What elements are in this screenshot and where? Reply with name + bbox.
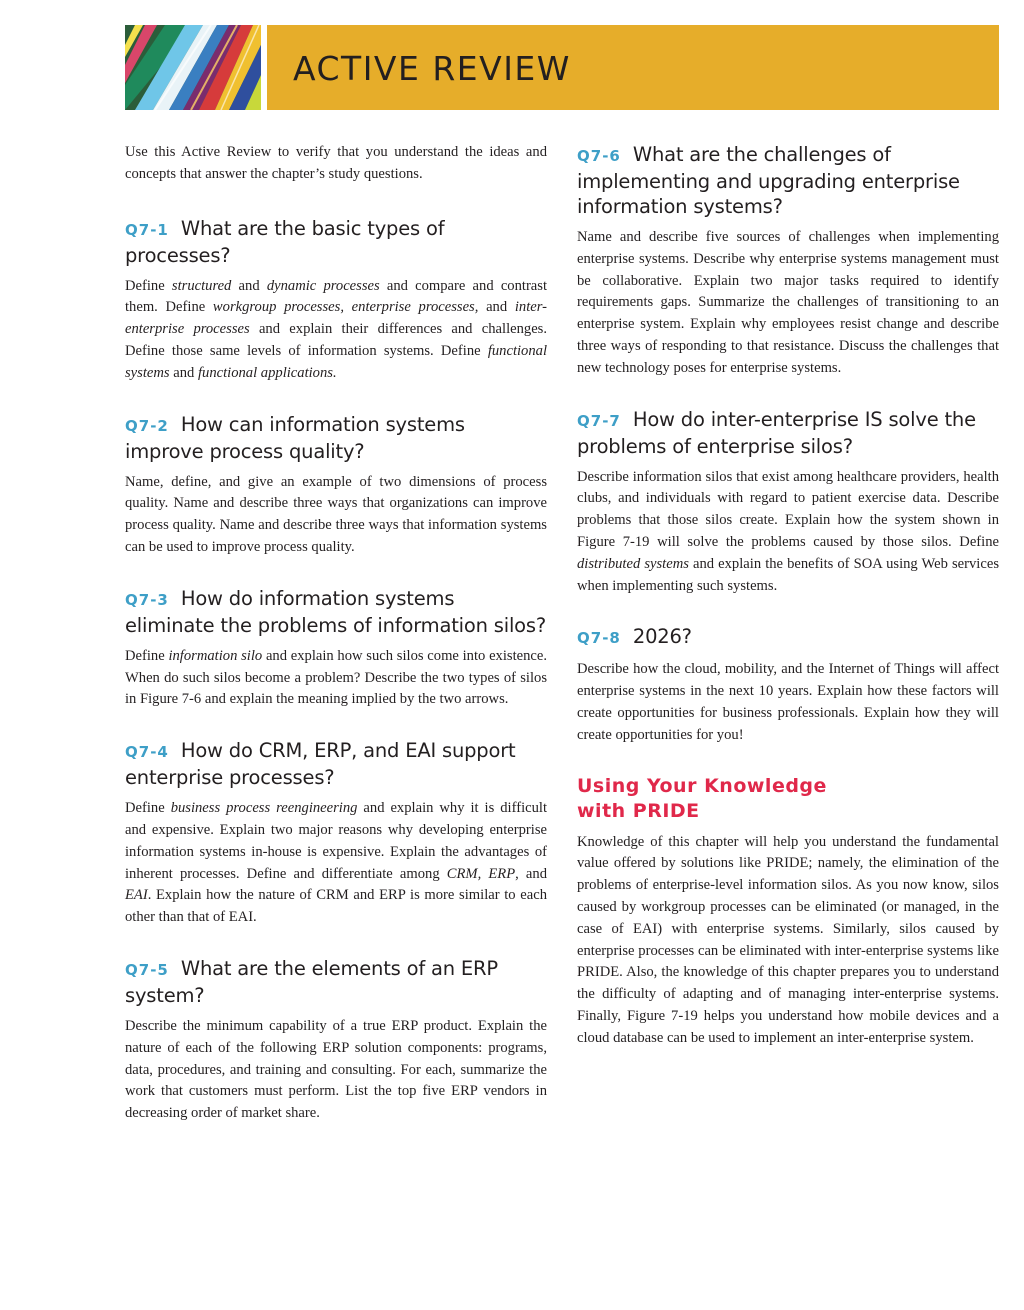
left-column — [125, 142, 547, 1125]
italic-term: business process reengineering — [170, 800, 358, 817]
italic-term: functional systems — [125, 342, 547, 381]
q7-5-body: Describe the minimum capability of a true ERP product. Explain the nature of each of the following ERP solution components: programs, data, procedures, and training and consulting. For each, summarize the work that customers must perform. List the top five ERP vendors in decreasing order of market share. — [125, 1017, 547, 1122]
q7-8-title: 2026? — [632, 625, 692, 649]
italic-term: structured — [171, 277, 232, 294]
q7-4-heading — [125, 738, 547, 790]
q7-4-number: Q7-4 — [125, 743, 169, 762]
italic-term: distributed systems — [577, 555, 689, 572]
q7-1-title: What are the basic types of processes? — [125, 216, 445, 267]
q7-4-body: Define business process reengineering and explain why it is difficult and expensive. Explain two major reasons why developing enterprise information systems in-house is expensive. Explain the advantages of inherent processes. Define and differentiate among CRM, ERP, and EAI. Explain how the nature of CRM and ERP is more similar to each other than that of EAI. — [125, 800, 548, 926]
q7-2-number: Q7-2 — [125, 416, 169, 435]
q7-6-heading — [577, 142, 999, 219]
italic-term: CRM, ERP — [446, 865, 516, 882]
q7-3-heading — [125, 586, 547, 638]
italic-term: EAI — [125, 887, 148, 904]
q7-7-body: Describe information silos that exist among healthcare providers, health clubs, and individuals with regard to patient exercise data. Describe problems that those silos create. Explain how the system shown in Figure 7-19 will solve the problems caused by those silos. Define distributed systems and explain the benefits of SOA using Web services when implementing such systems. — [577, 468, 999, 594]
pride-heading-line2: with PRIDE — [577, 799, 700, 822]
q7-7-heading — [577, 407, 999, 459]
q7-1-number: Q7-1 — [125, 220, 169, 239]
q7-8-number: Q7-8 — [577, 629, 621, 648]
italic-term: inter-enterprise processes — [125, 299, 547, 338]
q7-4-title: How do CRM, ERP, and EAI support enterprise processes? — [125, 739, 516, 790]
q7-2-body: Name, define, and give an example of two dimensions of process quality. Name and describe three ways that organizations can improve process quality. Name and describe three ways that information systems can be used to improve process quality. — [125, 473, 547, 555]
abstract-paint-image — [125, 25, 261, 110]
q7-2-title: How can information systems improve process quality? — [125, 412, 465, 463]
italic-term: dynamic processes — [266, 277, 380, 294]
q7-7-title: How do inter-enterprise IS solve the problems of enterprise silos? — [577, 407, 976, 458]
italic-term: workgroup processes, enterprise processes, — [212, 299, 479, 316]
paint-strokes-graphic — [125, 25, 261, 110]
intro-paragraph: Use this Active Review to verify that you understand the ideas and concepts that answer the chapter’s study questions. — [125, 144, 547, 182]
q7-1-heading — [125, 216, 547, 268]
q7-6-title: What are the challenges of implementing and upgrading enterprise information systems? — [577, 143, 960, 218]
q7-5-number: Q7-5 — [125, 960, 169, 979]
active-review-banner — [125, 25, 999, 110]
italic-term: information silo — [168, 647, 263, 664]
pride-heading — [577, 774, 999, 824]
q7-6-body: Name and describe five sources of challenges when implementing enterprise systems. Describe why enterprise systems management must be collaborative. Explain two major tasks required to identify requirements gaps. Summarize the challenges of transitioning to an enterprise system. Explain why employees resist change and describe three ways of responding to that resistance. Discuss the challenges that new technology poses for enterprise systems. — [577, 229, 999, 376]
q7-3-body: Define information silo and explain how such silos come into existence. When do such silos become a problem? Describe the two types of silos in Figure 7-6 and explain the meaning implied by the two arrows. — [125, 647, 548, 708]
q7-1-body: Define structured and dynamic processes and compare and contrast them. Define workgroup processes, enterprise processes, and inter-enterprise processes and explain their differences and challenges. Define those same levels of information systems. Define functional systems and functional applications. — [125, 277, 548, 381]
pride-heading-line1: Using Your Knowledge — [577, 774, 827, 797]
italic-term: functional applications. — [197, 364, 337, 381]
q7-5-heading — [125, 956, 547, 1008]
q7-5-title: What are the elements of an ERP system? — [125, 956, 498, 1007]
right-column — [577, 142, 999, 1050]
q7-3-number: Q7-3 — [125, 590, 169, 609]
q7-3-title: How do information systems eliminate the problems of information silos? — [125, 586, 547, 637]
q7-7-number: Q7-7 — [577, 411, 621, 430]
q7-8-body: Describe how the cloud, mobility, and the Internet of Things will affect enterprise systems in the next 10 years. Explain how these factors will create opportunities for business professionals. Explain how they will create opportunities for you! — [577, 661, 999, 743]
pride-body: Knowledge of this chapter will help you understand the fundamental value offered by solutions like PRIDE; namely, the elimination of the problems of enterprise-level information silos. As you now know, silos caused by workgroup processes can be eliminated (or managed, in the case of EAI) with enterprise systems. Similarly, silos caused by enterprise processes can be eliminated with inter-enterprise systems like PRIDE. Also, the knowledge of this chapter prepares you to understand the difficulty of adapting and of managing inter-enterprise systems. Finally, Figure 7-19 helps you understand how mobile devices and a cloud database can be used to implement an inter-enterprise system. — [577, 833, 999, 1046]
q7-6-number: Q7-6 — [577, 147, 621, 165]
q7-2-heading — [125, 412, 547, 464]
page-title: ACTIVE REVIEW — [293, 49, 571, 88]
q7-8-heading — [577, 624, 999, 651]
